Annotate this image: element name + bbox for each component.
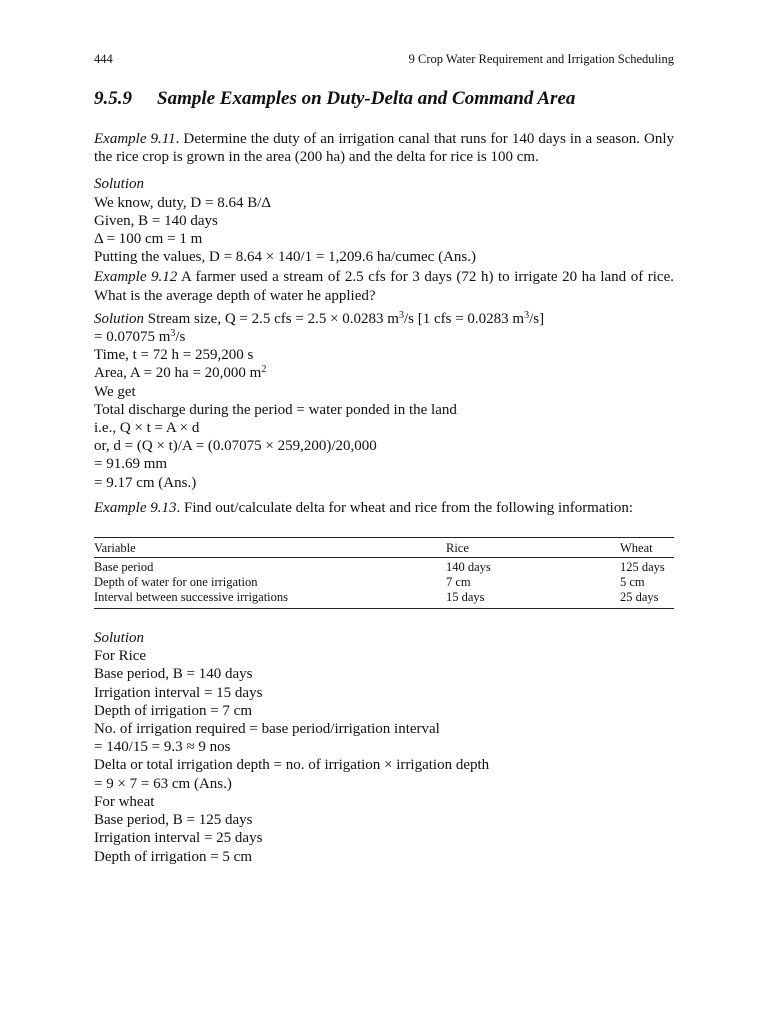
solution-label: Solution: [94, 630, 145, 647]
section-title: Sample Examples on Duty-Delta and Command Area: [157, 88, 576, 109]
solution-line: Time, t = 72 h = 259,200 s: [94, 347, 254, 364]
table-cell: 15 days: [446, 590, 620, 609]
stream-size-text: /s [1 cfs = 0.0283 m: [403, 310, 525, 327]
example-9-11: [94, 130, 674, 166]
area-text: Area, A = 20 ha = 20,000 m: [94, 365, 262, 382]
solution-line: For wheat: [94, 793, 155, 810]
table-cell: Depth of water for one irrigation: [94, 575, 258, 590]
solution-line: = 91.69 mm: [94, 456, 168, 473]
table-header-row: [94, 538, 674, 558]
discharge-text: /s: [175, 329, 186, 346]
example-9-13: [94, 499, 674, 517]
solution-line: No. of irrigation required = base period/irrigation interval: [94, 721, 440, 738]
section-heading: [94, 86, 674, 112]
table-cell: 125 days: [620, 560, 665, 575]
solution-line: We know, duty, D = 8.64 B/Δ: [94, 194, 272, 211]
superscript: 3: [398, 309, 404, 321]
example-label: Example 9.11: [94, 131, 176, 147]
table-cell: 25 days: [620, 590, 674, 609]
solution-line: = 140/15 = 9.3 ≈ 9 nos: [94, 739, 231, 756]
example-text: . Determine the duty of an irrigation canal that runs for 140 days in a season. Only the rice crop is grown in the area (200 ha) and the delta for rice is 100 cm.: [94, 131, 674, 166]
solution-line: Given, B = 140 days: [94, 212, 218, 229]
solution-line: i.e., Q × t = A × d: [94, 420, 200, 437]
solution-line: Irrigation interval = 15 days: [94, 684, 263, 701]
solution-line: Delta or total irrigation depth = no. of irrigation × irrigation depth: [94, 757, 490, 774]
solution-line: Irrigation interval = 25 days: [94, 830, 263, 847]
table-cell: 140 days: [446, 560, 491, 575]
solution-line: For Rice: [94, 648, 147, 665]
solution-line: Depth of irrigation = 7 cm: [94, 702, 253, 719]
superscript: 2: [261, 364, 267, 376]
solution-line: [94, 328, 674, 346]
table-cell: 7 cm: [446, 575, 471, 590]
table-header-cell: Rice: [446, 538, 620, 558]
solution-label: Solution: [94, 310, 145, 327]
page-number: 444: [94, 52, 113, 66]
example-text: . Find out/calculate delta for wheat and rice from the following information:: [176, 499, 634, 516]
solution-line: [94, 364, 674, 382]
example-9-12: [94, 268, 674, 304]
discharge-text: = 0.07075 m: [94, 329, 171, 346]
table-cell: 5 cm: [620, 575, 645, 590]
superscript: 3: [524, 309, 530, 321]
solution-line: Depth of irrigation = 5 cm: [94, 848, 253, 865]
example-label: Example 9.12: [94, 269, 178, 286]
table-row: [94, 590, 674, 609]
solution-label: Solution: [94, 176, 145, 193]
solution-line: Base period, B = 125 days: [94, 812, 253, 829]
solution-line: We get: [94, 383, 136, 400]
solution-line: or, d = (Q × t)/A = (0.07075 × 259,200)/20,000: [94, 438, 377, 455]
solution-line: = 9.17 cm (Ans.): [94, 474, 197, 491]
table-header-cell: Wheat: [620, 538, 674, 558]
stream-size-text: Stream size, Q = 2.5 cfs = 2.5 × 0.0283 m: [144, 310, 399, 327]
solution-line: Total discharge during the period = water ponded in the land: [94, 401, 457, 418]
chapter-title: 9 Crop Water Requirement and Irrigation Scheduling: [408, 52, 674, 66]
solution-line: Base period, B = 140 days: [94, 666, 253, 683]
book-page: [94, 52, 674, 866]
example-text: A farmer used a stream of 2.5 cfs for 3 days (72 h) to irrigate 20 ha land of rice. What is the average depth of water he applied?: [94, 269, 674, 304]
example-label: Example 9.13: [94, 499, 177, 516]
section-number: 9.5.9: [94, 88, 132, 109]
table-cell: Base period: [94, 560, 154, 575]
solution-line: Δ = 100 cm = 1 m: [94, 231, 203, 248]
superscript: 3: [170, 328, 176, 340]
stream-size-text: /s]: [529, 310, 545, 327]
data-table: [94, 537, 674, 609]
table-cell: Interval between successive irrigations: [94, 590, 446, 609]
solution-line: = 9 × 7 = 63 cm (Ans.): [94, 775, 232, 792]
table-header-cell: Variable: [94, 538, 446, 558]
table-row: [94, 575, 674, 590]
running-head: [94, 52, 674, 70]
table-row: [94, 558, 674, 576]
solution-line: Putting the values, D = 8.64 × 140/1 = 1,209.6 ha/cumec (Ans.): [94, 249, 476, 266]
solution-line: [94, 310, 674, 328]
